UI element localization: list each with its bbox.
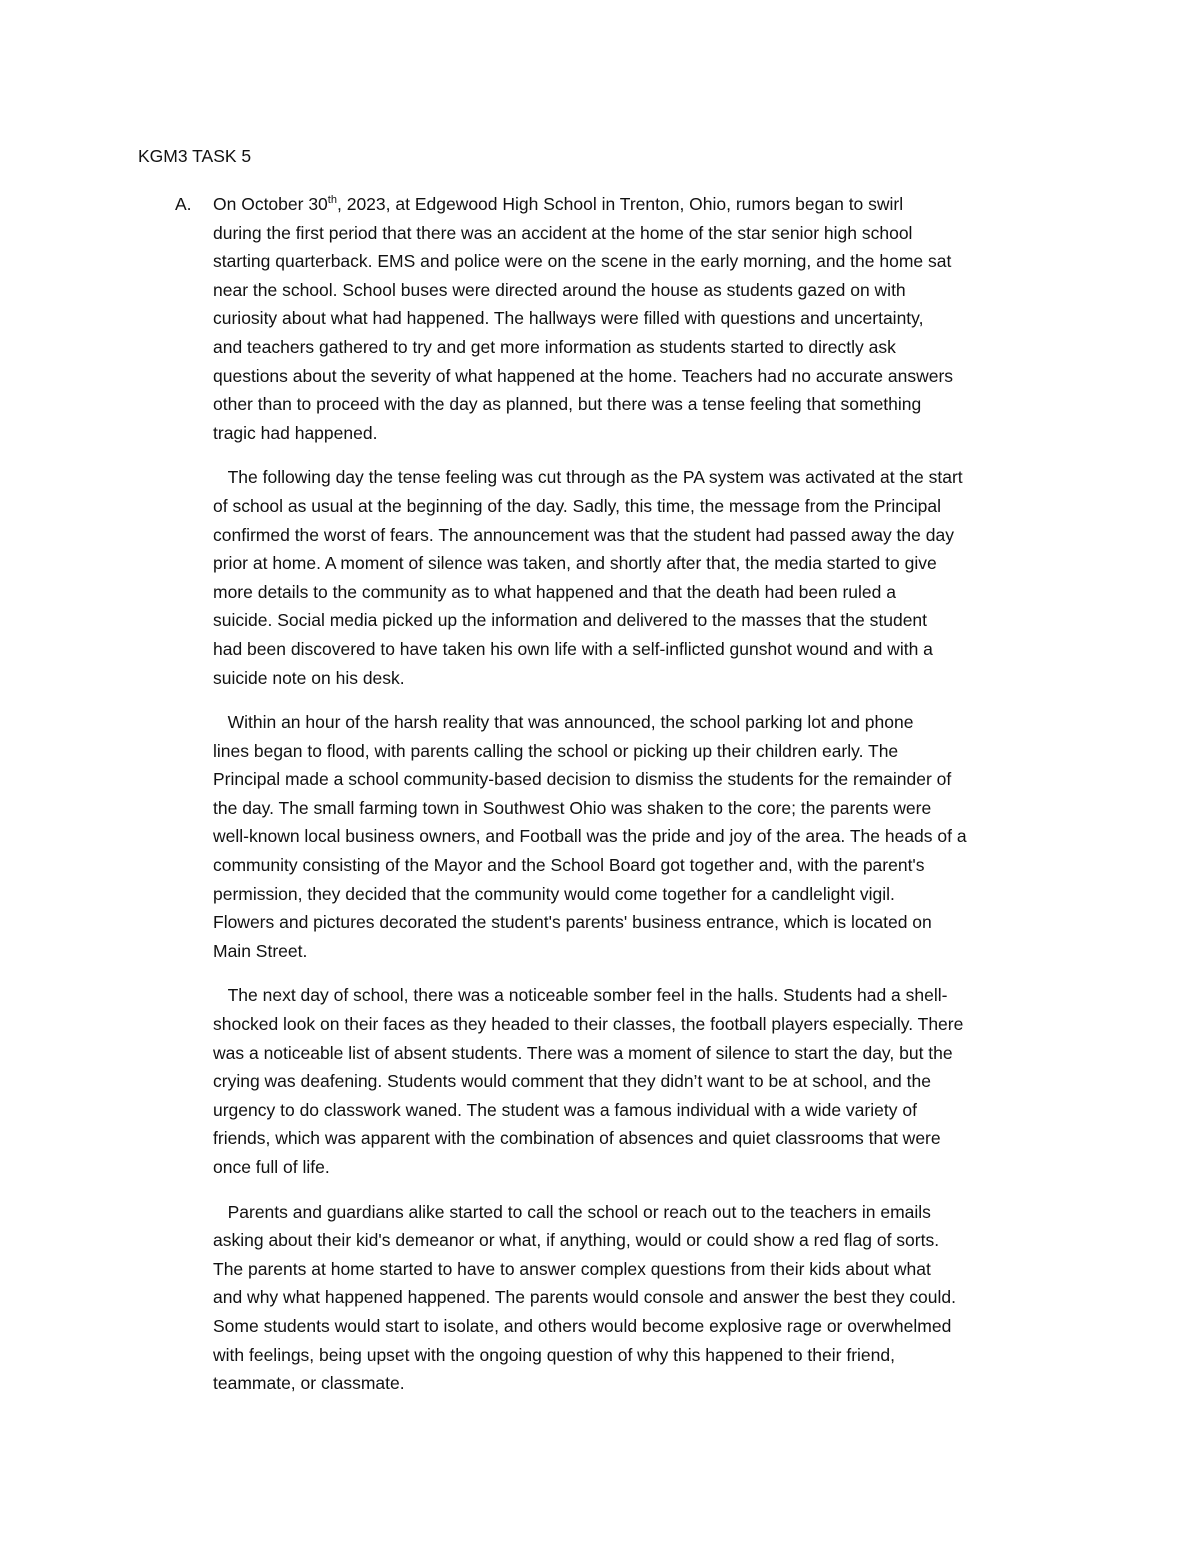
paragraph-line: teammate, or classmate. [213,1373,405,1394]
paragraph-line: friends, which was apparent with the combination of absences and quiet classrooms that were [213,1128,941,1149]
paragraph-line: community consisting of the Mayor and the School Board got together and, with the parent's [213,855,925,876]
paragraph-line [213,190,1073,219]
line-text: Parents and guardians alike started to call the school or reach out to the teachers in emails [227,1201,931,1222]
paragraph-line: other than to proceed with the day as planned, but there was a tense feeling that something [213,394,922,415]
paragraph-line: Principal made a school community-based decision to dismiss the students for the remainder of [213,769,952,790]
paragraph-line: Flowers and pictures decorated the student's parents' business entrance, which is located on [213,912,932,933]
paragraph-line: suicide. Social media picked up the information and delivered to the masses that the student [213,610,928,631]
section-marker: A. [175,194,192,214]
paragraph-line [213,463,1073,492]
paragraph-line: Some students would start to isolate, and others would become explosive rage or overwhelmed [213,1315,952,1336]
line-text: The following day the tense feeling was cut through as the PA system was activated at the start [227,467,963,488]
line-text: The next day of school, there was a noticeable somber feel in the halls. Students had a shell- [227,985,948,1006]
paragraph-2 [213,463,1073,692]
section-body [213,190,1073,1414]
paragraph-line: once full of life. [213,1157,330,1177]
paragraph-line: Main Street. [213,940,308,961]
paragraph-line: with feelings, being upset with the ongoing question of why this happened to their friend, [213,1344,895,1365]
line-text: , 2023, at Edgewood High School in Trenton, Ohio, rumors began to swirl [336,194,904,214]
ordinal-suffix: th [327,194,337,207]
paragraph-line: asking about their kid's demeanor or what, if anything, would or could show a red flag of sorts. [213,1230,940,1251]
paragraph-line: permission, they decided that the community would come together for a candlelight vigil. [213,883,895,904]
paragraph-5 [213,1198,1073,1398]
paragraph-line: suicide note on his desk. [213,667,405,688]
paragraph-line [213,1198,1073,1227]
paragraph-line [213,708,1073,737]
paragraph-line: questions about the severity of what happened at the home. Teachers had no accurate answers [213,365,954,386]
paragraph-line: starting quarterback. EMS and police were on the scene in the early morning, and the home sat [213,251,952,272]
paragraph-line: near the school. School buses were directed around the house as students gazed on with [213,279,906,300]
paragraph-line: had been discovered to have taken his own life with a self-inflicted gunshot wound and with a [213,638,933,659]
paragraph-line: of school as usual at the beginning of the day. Sadly, this time, the message from the Principal [213,495,941,516]
line-text: On October 30 [213,194,328,214]
paragraph-line: shocked look on their faces as they headed to their classes, the football players especially. There [213,1014,964,1035]
paragraph-line: and teachers gathered to try and get more information as students started to directly ask [213,336,896,357]
paragraph-line: during the first period that there was an accident at the home of the star senior high school [213,222,913,243]
paragraph-line: crying was deafening. Students would comment that they didn’t want to be at school, and the [213,1071,931,1092]
paragraph-line: confirmed the worst of fears. The announcement was that the student had passed away the day [213,524,954,545]
paragraph-line: tragic had happened. [213,422,378,443]
paragraph-line: more details to the community as to what happened and that the death had been ruled a [213,581,896,602]
paragraph-line: was a noticeable list of absent students. There was a moment of silence to start the day, but the [213,1042,953,1063]
paragraph-line: prior at home. A moment of silence was taken, and shortly after that, the media started to give [213,553,937,574]
paragraph-line: lines began to flood, with parents calling the school or picking up their children early. The [213,740,899,761]
paragraph-line: The parents at home started to have to answer complex questions from their kids about what [213,1258,931,1279]
paragraph-line: well-known local business owners, and Football was the pride and joy of the area. The heads of a [213,826,967,847]
paragraph-3 [213,708,1073,965]
paragraph-line: the day. The small farming town in Southwest Ohio was shaken to the core; the parents were [213,797,932,818]
document-title: KGM3 TASK 5 [138,146,252,166]
line-text: Within an hour of the harsh reality that was announced, the school parking lot and phone [227,712,914,733]
paragraph-4 [213,981,1073,1181]
paragraph-1 [213,190,1073,447]
paragraph-line [213,981,1073,1010]
paragraph-line: and why what happened happened. The parents would console and answer the best they could. [213,1287,956,1308]
paragraph-line: curiosity about what had happened. The hallways were filled with questions and uncertainty, [213,308,924,329]
paragraph-line: urgency to do classwork waned. The student was a famous individual with a wide variety of [213,1099,917,1120]
